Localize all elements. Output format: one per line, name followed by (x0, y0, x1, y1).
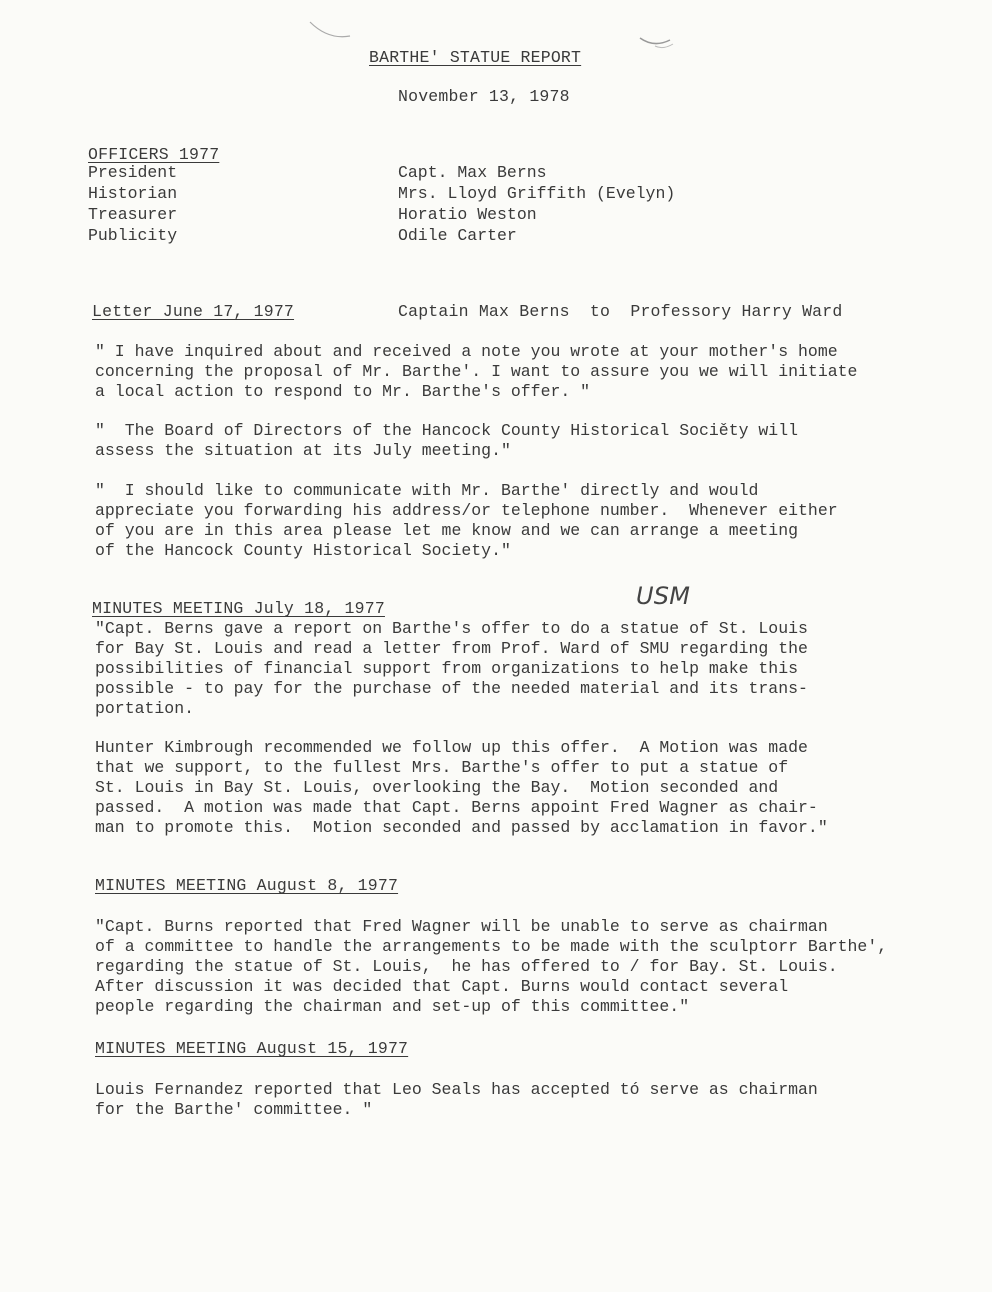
officer-role: Publicity (88, 226, 178, 245)
text-line: " I should like to communicate with Mr. Barthe' directly and would (95, 481, 759, 500)
letter-heading: Letter June 17, 1977 (92, 302, 295, 321)
officer-row (88, 226, 908, 246)
paper-smudge-marks (0, 0, 992, 80)
officer-role: Historian (88, 184, 178, 203)
text-line: St. Louis in Bay St. Louis, overlooking the Bay. Motion seconded and (95, 778, 779, 797)
text-line: portation. (95, 699, 195, 718)
text-line: Louis Fernandez reported that Leo Seals has accepted tó serve as chairman (95, 1080, 818, 1099)
letter-paragraph (95, 421, 895, 461)
text-line: concerning the proposal of Mr. Barthe'. I want to assure you we will initiate (95, 362, 858, 381)
text-line: people regarding the chairman and set-up of this committee." (95, 997, 690, 1016)
officer-row (88, 184, 908, 204)
text-line: appreciate you forwarding his address/or telephone number. Whenever either (95, 501, 838, 520)
minutes-paragraph (95, 1080, 895, 1120)
minutes-aug8-heading: MINUTES MEETING August 8, 1977 (95, 876, 399, 895)
text-line: of you are in this area please let me know and we can arrange a meeting (95, 521, 799, 540)
text-line: man to promote this. Motion seconded and passed by acclamation in favor." (95, 818, 828, 837)
text-line: possible - to pay for the purchase of the needed material and its trans- (95, 679, 808, 698)
text-line: "Capt. Burns reported that Fred Wagner will be unable to serve as chairman (95, 917, 828, 936)
text-line: possibilities of financial support from organizations to help make this (95, 659, 799, 678)
text-line: " I have inquired about and received a note you wrote at your mother's home (95, 342, 838, 361)
report-title: BARTHE' STATUE REPORT (369, 48, 582, 67)
officer-role: President (88, 163, 178, 182)
officers-heading: OFFICERS 1977 (88, 145, 220, 164)
minutes-paragraph (95, 738, 895, 838)
text-line: assess the situation at its July meeting." (95, 441, 511, 460)
minutes-aug15-heading: MINUTES MEETING August 15, 1977 (95, 1039, 409, 1058)
officer-role: Treasurer (88, 205, 178, 224)
report-date: November 13, 1978 (398, 87, 570, 106)
text-line: After discussion it was decided that Capt. Burns would contact several (95, 977, 789, 996)
officer-name: Horatio Weston (398, 205, 537, 224)
letter-paragraph (95, 342, 895, 402)
text-line: that we support, to the fullest Mrs. Barthe's offer to put a statue of (95, 758, 789, 777)
text-line: regarding the statue of St. Louis, he has offered to / for Bay. St. Louis. (95, 957, 838, 976)
letter-paragraph (95, 481, 895, 561)
text-line: for Bay St. Louis and read a letter from Prof. Ward of SMU regarding the (95, 639, 808, 658)
text-line: "Capt. Berns gave a report on Barthe's offer to do a statue of St. Louis (95, 619, 808, 638)
officer-name: Capt. Max Berns (398, 163, 547, 182)
text-line: of a committee to handle the arrangements to be made with the sculptorr Barthe', (95, 937, 888, 956)
minutes-paragraph (95, 917, 895, 1017)
text-line: " The Board of Directors of the Hancock County Historical Sociěty will (95, 421, 799, 440)
officer-row (88, 205, 908, 225)
letter-from-to: Captain Max Berns to Professory Harry Ward (398, 302, 843, 321)
text-line: of the Hancock County Historical Society." (95, 541, 511, 560)
text-line: a local action to respond to Mr. Barthe's offer. " (95, 382, 591, 401)
minutes-july18-heading: MINUTES MEETING July 18, 1977 (92, 599, 385, 618)
officer-name: Odile Carter (398, 226, 517, 245)
text-line: passed. A motion was made that Capt. Berns appoint Fred Wagner as chair- (95, 798, 818, 817)
officer-row (88, 163, 908, 183)
minutes-paragraph (95, 619, 895, 719)
text-line: for the Barthe' committee. " (95, 1100, 373, 1119)
officer-name: Mrs. Lloyd Griffith (Evelyn) (398, 184, 676, 203)
text-line: Hunter Kimbrough recommended we follow up this offer. A Motion was made (95, 738, 808, 757)
handwritten-note: USM (636, 582, 691, 610)
